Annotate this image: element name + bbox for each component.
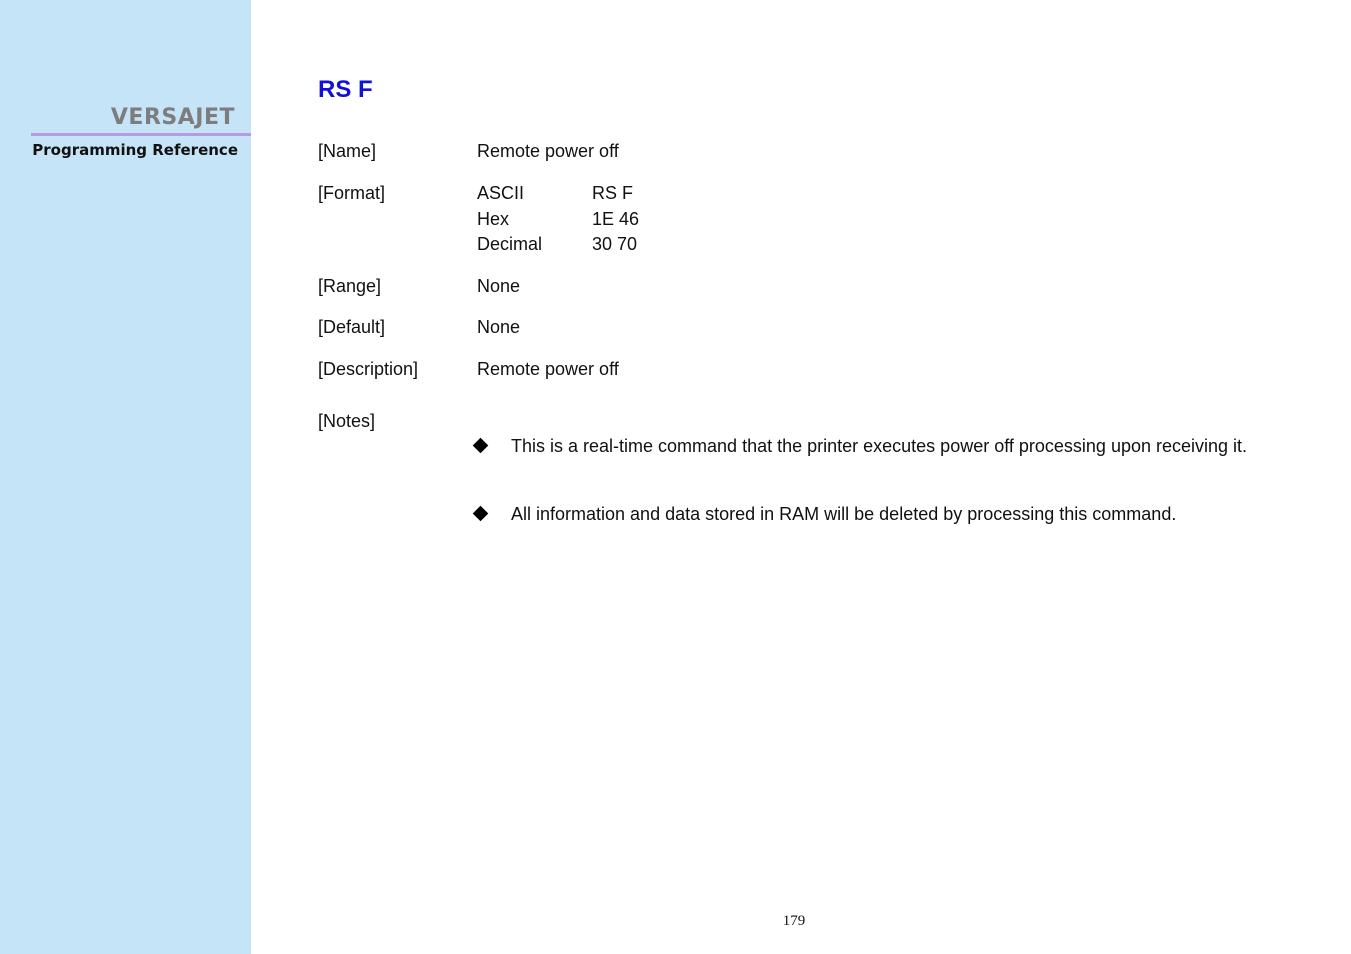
name-label: [Name] xyxy=(318,141,377,161)
format-value-hex: 1E 46 xyxy=(592,209,640,229)
notes-label: [Notes] xyxy=(318,411,376,431)
description-value: Remote power off xyxy=(477,359,619,379)
sidebar-subtitle: Programming Reference xyxy=(32,141,238,159)
format-value-decimal: 30 70 xyxy=(592,234,638,254)
range-value: None xyxy=(477,276,521,296)
default-label: [Default] xyxy=(318,317,386,337)
format-label: [Format] xyxy=(318,183,386,203)
format-type-hex: Hex xyxy=(477,209,510,229)
note-item: This is a real-time command that the printer executes power off processing upon receiving it. xyxy=(511,436,1248,456)
brand-logo: VERSAJET xyxy=(110,105,235,130)
page-number: 179 xyxy=(782,913,806,929)
name-value: Remote power off xyxy=(477,141,619,161)
page-title: RS F xyxy=(318,76,373,103)
note-item: All information and data stored in RAM will be deleted by processing this command. xyxy=(511,504,1177,524)
format-type-ascii: ASCII xyxy=(477,183,525,203)
brand-underline xyxy=(31,133,251,136)
description-label: [Description] xyxy=(318,359,419,379)
sidebar xyxy=(0,0,251,954)
range-label: [Range] xyxy=(318,276,382,296)
format-value-ascii: RS F xyxy=(592,183,634,203)
default-value: None xyxy=(477,317,521,337)
format-type-decimal: Decimal xyxy=(477,234,543,254)
diamond-bullet-icon xyxy=(473,506,489,522)
diamond-bullet-icon xyxy=(473,438,489,454)
